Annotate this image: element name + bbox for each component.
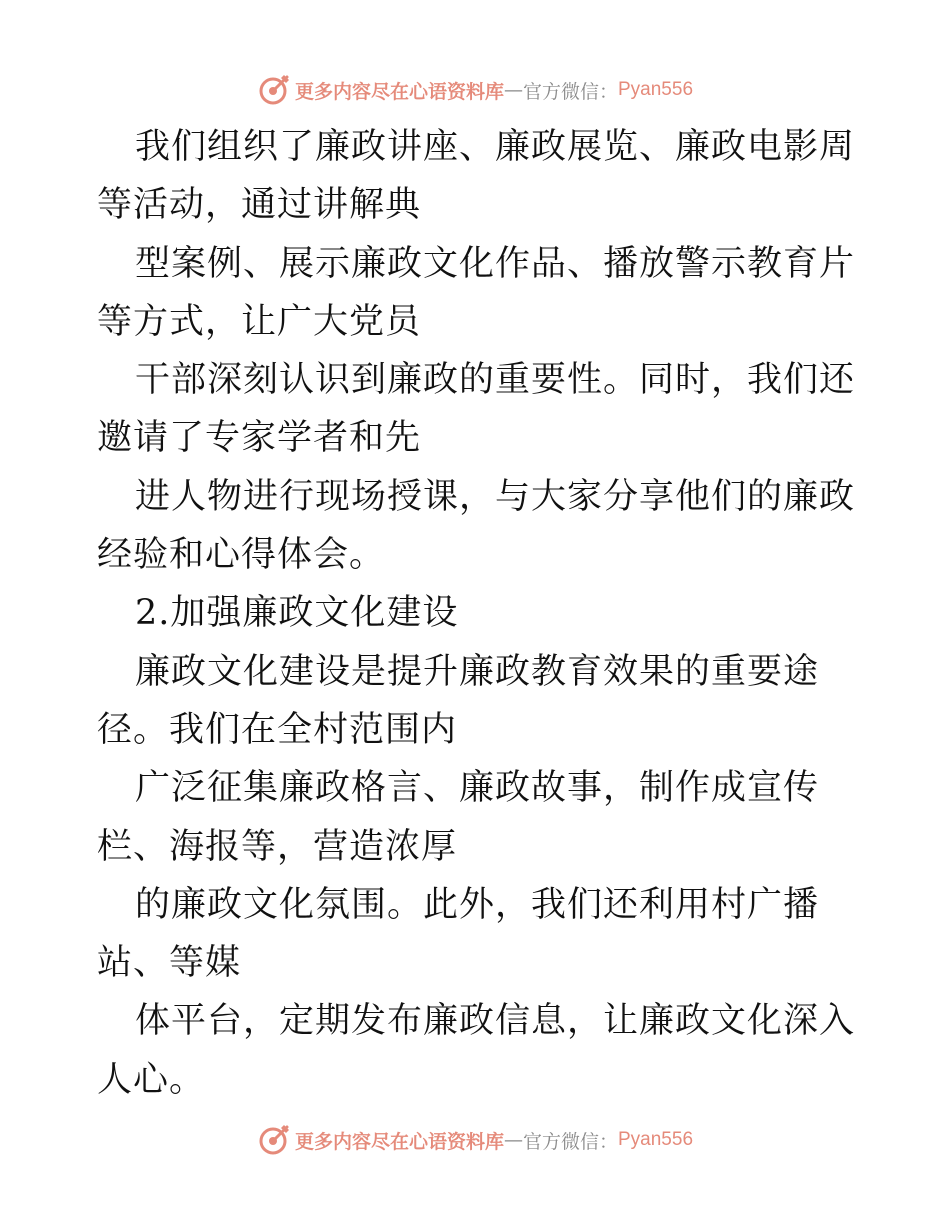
paragraph-7: 的廉政文化氛围。此外，我们还利用村广播站、等媒 <box>97 884 820 984</box>
paragraph-4: 进人物进行现场授课，与大家分享他们的廉政经验和心得体会。 <box>97 476 856 576</box>
banner-separator: — <box>503 1129 523 1151</box>
paragraph-6: 广泛征集廉政格言、廉政故事，制作成宣传栏、海报等，营造浓厚 <box>97 768 820 867</box>
banner-wechat-label: 官方微信： <box>522 1130 618 1153</box>
header-watermark-banner <box>0 70 950 110</box>
paragraph-3: 干部深刻认识到廉政的重要性。同时，我们还邀请了专家学者和先 <box>97 360 856 459</box>
paragraph-2: 型案例、展示廉政文化作品、播放警示教育片等方式，让广大党员 <box>97 243 856 342</box>
footer-watermark-banner <box>0 1120 950 1160</box>
banner-main-text: 更多内容尽在心语资料库 <box>294 1130 504 1153</box>
paragraph-5: 廉政文化建设是提升廉政教育效果的重要途径。我们在全村范围内 <box>97 651 820 750</box>
document-body <box>97 118 857 1109</box>
pen-logo-icon <box>257 1123 291 1157</box>
section-heading: 2.加强廉政文化建设 <box>135 593 459 634</box>
banner-wechat-id: Pyan556 <box>618 79 694 100</box>
pen-logo-icon <box>257 73 291 107</box>
banner-separator: — <box>503 79 523 101</box>
banner-wechat-id: Pyan556 <box>618 1129 694 1150</box>
paragraph-8: 体平台，定期发布廉政信息，让廉政文化深入人心。 <box>97 1001 856 1100</box>
banner-main-text: 更多内容尽在心语资料库 <box>294 80 504 103</box>
paragraph-1: 我们组织了廉政讲座、廉政展览、廉政电影周等活动，通过讲解典 <box>97 127 856 226</box>
banner-wechat-label: 官方微信： <box>522 80 618 103</box>
